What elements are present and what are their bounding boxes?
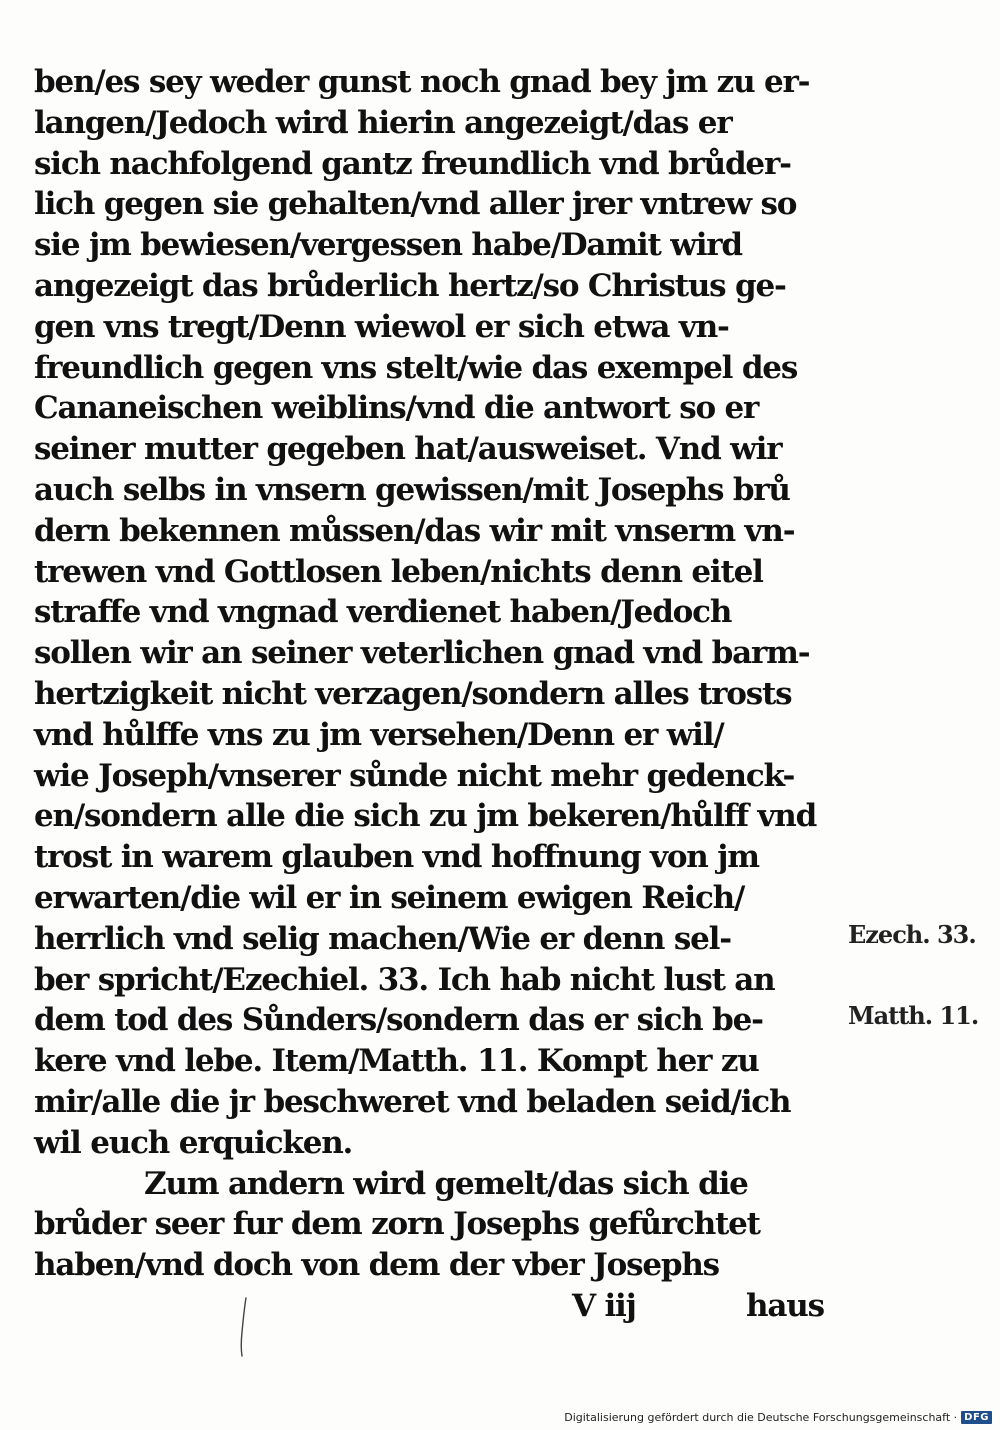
credit-text: Digitalisierung gefördert durch die Deutsche Forschungsgemeinschaft · xyxy=(564,1411,958,1424)
text-line: auch selbs in vnsern gewissen/mit Josephs brů xyxy=(34,471,790,508)
text-line: sollen wir an seiner veterlichen gnad vnd barm- xyxy=(34,635,810,672)
signature-mark: V iij xyxy=(572,1287,636,1324)
text-line: gen vns tregt/Denn wiewol er sich etwa vn- xyxy=(34,308,729,345)
text-line: sich nachfolgend gantz freundlich vnd brůder- xyxy=(34,145,791,182)
catchword: haus xyxy=(746,1287,824,1324)
text-line: Zum andern wird gemelt/das sich die xyxy=(144,1165,748,1202)
body-text xyxy=(34,62,834,1327)
dfg-logo: DFG xyxy=(961,1411,992,1424)
text-line: wil euch erquicken. xyxy=(34,1124,353,1161)
digitization-credit xyxy=(564,1411,992,1424)
text-line: freundlich gegen vns stelt/wie das exempel des xyxy=(34,349,798,386)
text-line: en/sondern alle die sich zu jm bekeren/hůlff vnd xyxy=(34,798,817,835)
text-line: seiner mutter gegeben hat/ausweiset. Vnd wir xyxy=(34,431,782,468)
text-line: angezeigt das brůderlich hertz/so Christus ge- xyxy=(34,267,786,304)
pencil-mark xyxy=(236,1296,250,1358)
text-line: mir/alle die jr beschweret vnd beladen seid/ich xyxy=(34,1083,791,1120)
text-line: brůder seer fur dem zorn Josephs gefůrchtet xyxy=(34,1206,760,1243)
margin-note-ezechiel: Ezech. 33. xyxy=(848,920,976,949)
text-line: Cananeischen weiblins/vnd die antwort so er xyxy=(34,390,759,427)
text-line: herrlich vnd selig machen/Wie er denn sel- xyxy=(34,920,731,957)
text-line: straffe vnd vngnad verdienet haben/Jedoch xyxy=(34,594,732,631)
text-line: kere vnd lebe. Item/Matth. 11. Kompt her zu xyxy=(34,1043,759,1080)
text-line: erwarten/die wil er in seinem ewigen Reich/ xyxy=(34,879,745,916)
text-line: sie jm bewiesen/vergessen habe/Damit wird xyxy=(34,227,742,264)
signature-line xyxy=(34,1286,834,1327)
text-line: trost in warem glauben vnd hoffnung von jm xyxy=(34,839,759,876)
text-line: ben/es sey weder gunst noch gnad bey jm zu er- xyxy=(34,64,810,100)
text-line: wie Joseph/vnserer sůnde nicht mehr gedenck- xyxy=(34,757,795,794)
text-line: lich gegen sie gehalten/vnd aller jrer vntrew so xyxy=(34,186,797,223)
text-line: haben/vnd doch von dem der vber Josephs xyxy=(34,1247,719,1284)
text-line: vnd hůlffe vns zu jm versehen/Denn er wil/ xyxy=(34,716,724,753)
text-line: hertzigkeit nicht verzagen/sondern alles trosts xyxy=(34,675,792,712)
text-line: trewen vnd Gottlosen leben/nichts denn eitel xyxy=(34,553,763,590)
text-line: dem tod des Sůnders/sondern das er sich be- xyxy=(34,1002,763,1039)
text-line: langen/Jedoch wird hierin angezeigt/das er xyxy=(34,104,732,141)
margin-note-matthaeus: Matth. 11. xyxy=(848,1001,979,1030)
text-line: dern bekennen můssen/das wir mit vnserm vn- xyxy=(34,512,795,549)
text-line: ber spricht/Ezechiel. 33. Ich hab nicht lust an xyxy=(34,961,775,998)
